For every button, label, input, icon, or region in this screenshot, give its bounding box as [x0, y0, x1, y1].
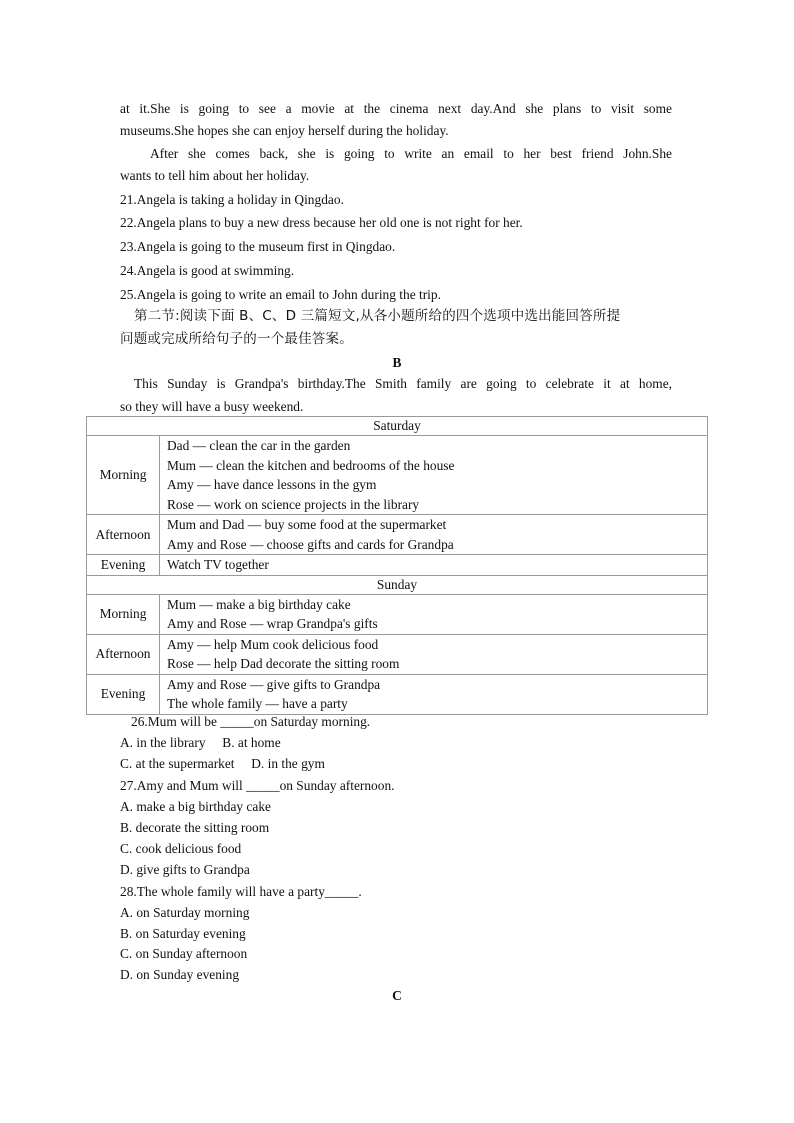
weekend-schedule-table	[86, 416, 708, 715]
period-label: Evening	[87, 674, 160, 714]
question-27-option: A. make a big birthday cake	[120, 799, 271, 814]
question-28-option: B. on Saturday evening	[120, 926, 246, 941]
passage-a-line: wants to tell him about her holiday.	[120, 168, 310, 183]
table-row	[87, 515, 708, 555]
table-row	[87, 436, 708, 515]
activity-item: Amy and Rose — choose gifts and cards for Grandpa	[167, 536, 454, 552]
statement-25: 25.Angela is going to write an email to John during the trip.	[120, 287, 441, 302]
activity-list	[160, 594, 708, 634]
activity-item: Rose — work on science projects in the library	[167, 496, 420, 512]
activity-list	[160, 436, 708, 515]
day-header-saturday: Saturday	[87, 417, 708, 436]
section-two-instructions: 问题或完成所给句子的一个最佳答案。	[120, 331, 353, 347]
activity-item: Rose — help Dad decorate the sitting room	[167, 656, 400, 671]
activity-item: Amy and Rose — give gifts to Grandpa	[167, 676, 381, 692]
question-27-option: C. cook delicious food	[120, 841, 242, 856]
question-26-stem: 26.Mum will be _____on Saturday morning.	[131, 714, 371, 729]
period-label: Evening	[87, 555, 160, 576]
activity-list	[160, 555, 708, 576]
activity-item: Mum — make a big birthday cake	[167, 596, 351, 612]
activity-item: Amy — help Mum cook delicious food	[167, 636, 379, 652]
passage-a-line: at it.She is going to see a movie at the cinema next day.And she plans to visit some	[120, 101, 672, 116]
statement-24: 24.Angela is good at swimming.	[120, 263, 295, 278]
passage-b-intro: so they will have a busy weekend.	[120, 399, 304, 414]
activity-item: Amy — have dance lessons in the gym	[167, 477, 377, 492]
activity-list	[160, 674, 708, 714]
table-row	[87, 417, 708, 436]
section-two-instructions: 第二节:阅读下面 B、C、D 三篇短文,从各小题所给的四个选项中选出能回答所提	[134, 308, 621, 324]
statement-22: 22.Angela plans to buy a new dress because her old one is not right for her.	[120, 215, 523, 230]
activity-item: Amy and Rose — wrap Grandpa's gifts	[167, 616, 378, 631]
question-27-stem: 27.Amy and Mum will _____on Sunday afternoon.	[120, 778, 395, 793]
activity-item: Dad — clean the car in the garden	[167, 438, 351, 453]
statement-23: 23.Angela is going to the museum first in Qingdao.	[120, 239, 396, 254]
passage-b-heading: B	[392, 355, 402, 370]
table-row	[87, 575, 708, 594]
passage-a-line: After she comes back, she is going to write an email to her best friend John.She	[150, 146, 672, 161]
activity-list	[160, 634, 708, 674]
passage-c-heading: C	[392, 988, 402, 1003]
passage-b-intro: This Sunday is Grandpa's birthday.The Smith family are going to celebrate it at home,	[134, 376, 672, 391]
activity-item: The whole family — have a party	[167, 696, 348, 711]
table-row	[87, 594, 708, 634]
day-header-sunday: Sunday	[87, 575, 708, 594]
question-26-option: A. in the library B. at home	[120, 735, 281, 750]
table-row	[87, 634, 708, 674]
period-label: Afternoon	[87, 634, 160, 674]
activity-list	[160, 515, 708, 555]
period-label: Morning	[87, 594, 160, 634]
question-28-stem: 28.The whole family will have a party_____.	[120, 884, 362, 899]
question-28-option: A. on Saturday morning	[120, 905, 250, 920]
activity-item: Mum and Dad — buy some food at the supermarket	[167, 517, 447, 532]
question-27-option: D. give gifts to Grandpa	[120, 862, 250, 877]
passage-a-line: museums.She hopes she can enjoy herself during the holiday.	[120, 123, 449, 138]
question-26-option: C. at the supermarket D. in the gym	[120, 756, 325, 771]
question-28-option: C. on Sunday afternoon	[120, 946, 248, 961]
period-label: Afternoon	[87, 515, 160, 555]
period-label: Morning	[87, 436, 160, 515]
statement-21: 21.Angela is taking a holiday in Qingdao.	[120, 192, 344, 207]
activity-item: Mum — clean the kitchen and bedrooms of the house	[167, 457, 455, 473]
activity-item: Watch TV together	[167, 557, 269, 572]
question-28-option: D. on Sunday evening	[120, 967, 240, 982]
table-row	[87, 555, 708, 576]
table-row	[87, 674, 708, 714]
question-27-option: B. decorate the sitting room	[120, 820, 270, 835]
